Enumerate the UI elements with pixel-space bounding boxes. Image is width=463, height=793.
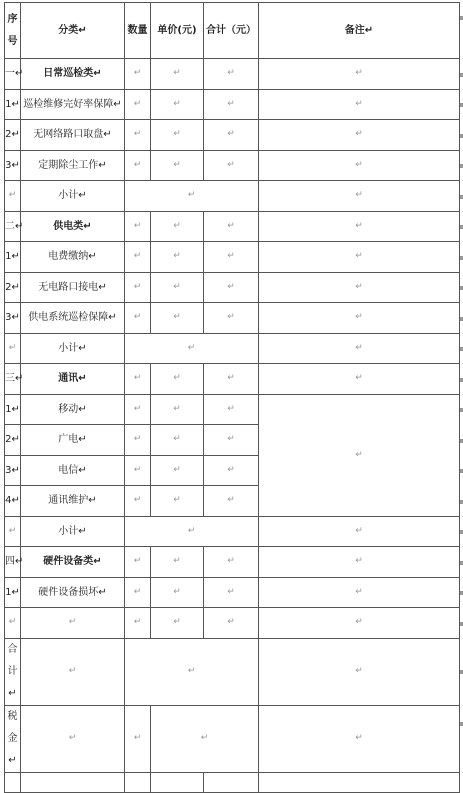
total-cell: ↵ xyxy=(204,303,259,334)
cut-off-cell xyxy=(125,772,151,792)
unit-price-cell: ↵ xyxy=(151,547,204,578)
subtotal-seq: ↵ xyxy=(5,333,21,364)
total-cell: ↵ xyxy=(204,547,259,578)
item-name: 巡检维修完好率保障↵ xyxy=(21,89,125,120)
unit-price-cell: ↵ xyxy=(151,272,204,303)
unit-price-cell: ↵ xyxy=(151,89,204,120)
unit-price-cell: ↵ xyxy=(151,150,204,181)
quantity-cell: ↵ xyxy=(125,364,151,395)
table-header-row xyxy=(5,3,460,59)
unit-price-cell: ↵ xyxy=(151,394,204,425)
section-title: 日常巡检类↵ xyxy=(21,59,125,90)
cut-off-cell xyxy=(204,772,259,792)
section-title: 通讯↵ xyxy=(21,364,125,395)
quantity-cell: ↵ xyxy=(125,150,151,181)
remarks-cell: ↵ xyxy=(259,364,460,395)
cost-table xyxy=(4,2,460,793)
remarks-cell: ↵ xyxy=(259,705,460,772)
unit-price-cell: ↵ xyxy=(151,608,204,639)
item-seq: 3↵ xyxy=(5,150,21,181)
total-cell: ↵ xyxy=(204,272,259,303)
item-seq: 4↵ xyxy=(5,486,21,517)
quantity-cell: ↵ xyxy=(125,547,151,578)
remarks-cell: ↵ xyxy=(259,272,460,303)
section-seq: 二↵ xyxy=(5,211,21,242)
total-cell: ↵ xyxy=(204,242,259,273)
subtotal-row xyxy=(5,181,460,212)
subtotal-label: 小计↵ xyxy=(21,516,125,547)
quantity-cell: ↵ xyxy=(125,120,151,151)
item-row xyxy=(5,394,460,425)
total-cell: ↵ xyxy=(204,120,259,151)
item-seq: 3↵ xyxy=(5,455,21,486)
section-row-1 xyxy=(5,59,460,90)
quantity-cell: ↵ xyxy=(125,242,151,273)
header-seq: 序 号 xyxy=(5,3,21,59)
item-row xyxy=(5,303,460,334)
header-unit-price: 单价(元) xyxy=(151,3,204,59)
blank-seq: ↵ xyxy=(5,608,21,639)
total-cell: ↵ xyxy=(204,608,259,639)
remarks-cell: ↵ xyxy=(259,120,460,151)
item-row xyxy=(5,150,460,181)
item-name: 硬件设备损坏↵ xyxy=(21,577,125,608)
subtotal-amount: ↵ xyxy=(125,333,259,364)
total-cell: ↵ xyxy=(204,211,259,242)
cut-off-row xyxy=(5,772,460,792)
quantity-cell: ↵ xyxy=(125,89,151,120)
header-quantity: 数量 xyxy=(125,3,151,59)
unit-price-cell: ↵ xyxy=(151,486,204,517)
subtotal-label: 小计↵ xyxy=(21,181,125,212)
total-cell: ↵ xyxy=(204,486,259,517)
subtotal-row xyxy=(5,516,460,547)
total-cell: ↵ xyxy=(204,150,259,181)
header-category: 分类↵ xyxy=(21,3,125,59)
grand-total-row xyxy=(5,638,460,705)
item-row xyxy=(5,120,460,151)
section-title: 硬件设备类↵ xyxy=(21,547,125,578)
unit-price-cell: ↵ xyxy=(151,364,204,395)
subtotal-seq: ↵ xyxy=(5,516,21,547)
item-name: 电费缴纳↵ xyxy=(21,242,125,273)
item-name: 无电路口接电↵ xyxy=(21,272,125,303)
item-name: 定期除尘工作↵ xyxy=(21,150,125,181)
item-name: 供电系统巡检保障↵ xyxy=(21,303,125,334)
quantity-cell: ↵ xyxy=(125,455,151,486)
cost-table-sheet xyxy=(4,2,460,793)
remarks-cell: ↵ xyxy=(259,547,460,578)
grand-total-amount: ↵ xyxy=(125,638,259,705)
total-cell: ↵ xyxy=(204,577,259,608)
tax-label: 税 金↵ xyxy=(5,705,21,772)
quantity-cell: ↵ xyxy=(125,577,151,608)
item-name: 无网络路口取盘↵ xyxy=(21,120,125,151)
cut-off-cell xyxy=(259,772,460,792)
unit-price-cell: ↵ xyxy=(151,59,204,90)
total-cell: ↵ xyxy=(204,89,259,120)
remarks-cell: ↵ xyxy=(259,89,460,120)
section-seq: 四↵ xyxy=(5,547,21,578)
section-row-4 xyxy=(5,547,460,578)
item-name: 移动↵ xyxy=(21,394,125,425)
quantity-cell: ↵ xyxy=(125,211,151,242)
total-cell: ↵ xyxy=(204,59,259,90)
remarks-merged-cell: ↵ xyxy=(259,394,460,516)
total-cell: ↵ xyxy=(204,394,259,425)
total-cell: ↵ xyxy=(204,425,259,456)
remarks-cell: ↵ xyxy=(259,59,460,90)
quantity-cell: ↵ xyxy=(125,608,151,639)
remarks-cell: ↵ xyxy=(259,638,460,705)
quantity-cell: ↵ xyxy=(125,425,151,456)
section-title: 供电类↵ xyxy=(21,211,125,242)
item-name: 广电↵ xyxy=(21,425,125,456)
cut-off-cell xyxy=(21,772,125,792)
grand-total-label: 合 计↵ xyxy=(5,638,21,705)
unit-price-cell: ↵ xyxy=(151,211,204,242)
item-seq: 2↵ xyxy=(5,120,21,151)
tax-amount: ↵ xyxy=(151,705,259,772)
subtotal-seq: ↵ xyxy=(5,181,21,212)
unit-price-cell: ↵ xyxy=(151,303,204,334)
quantity-cell: ↵ xyxy=(125,486,151,517)
item-name: 通讯维护↵ xyxy=(21,486,125,517)
tax-row xyxy=(5,705,460,772)
quantity-cell: ↵ xyxy=(125,59,151,90)
section-row-2 xyxy=(5,211,460,242)
tax-quantity: ↵ xyxy=(125,705,151,772)
subtotal-label: 小计↵ xyxy=(21,333,125,364)
quantity-cell: ↵ xyxy=(125,394,151,425)
remarks-cell: ↵ xyxy=(259,150,460,181)
section-row-3 xyxy=(5,364,460,395)
item-seq: 1↵ xyxy=(5,242,21,273)
remarks-cell: ↵ xyxy=(259,333,460,364)
remarks-cell: ↵ xyxy=(259,303,460,334)
item-row xyxy=(5,577,460,608)
remarks-cell: ↵ xyxy=(259,516,460,547)
item-seq: 2↵ xyxy=(5,425,21,456)
item-name: 电信↵ xyxy=(21,455,125,486)
blank-name: ↵ xyxy=(21,608,125,639)
item-seq: 1↵ xyxy=(5,577,21,608)
remarks-cell: ↵ xyxy=(259,608,460,639)
item-row xyxy=(5,89,460,120)
unit-price-cell: ↵ xyxy=(151,455,204,486)
header-total: 合计（元） xyxy=(204,3,259,59)
item-seq: 1↵ xyxy=(5,394,21,425)
grand-total-name: ↵ xyxy=(21,638,125,705)
section-seq: 三↵ xyxy=(5,364,21,395)
total-cell: ↵ xyxy=(204,455,259,486)
subtotal-row xyxy=(5,333,460,364)
item-seq: 3↵ xyxy=(5,303,21,334)
item-row xyxy=(5,242,460,273)
cut-off-cell xyxy=(5,772,21,792)
remarks-cell: ↵ xyxy=(259,577,460,608)
header-remarks: 备注↵ xyxy=(259,3,460,59)
unit-price-cell: ↵ xyxy=(151,425,204,456)
unit-price-cell: ↵ xyxy=(151,120,204,151)
item-row xyxy=(5,272,460,303)
remarks-cell: ↵ xyxy=(259,211,460,242)
section-seq: 一↵ xyxy=(5,59,21,90)
cut-off-cell xyxy=(151,772,204,792)
remarks-cell: ↵ xyxy=(259,242,460,273)
quantity-cell: ↵ xyxy=(125,272,151,303)
blank-row xyxy=(5,608,460,639)
remarks-cell: ↵ xyxy=(259,181,460,212)
quantity-cell: ↵ xyxy=(125,303,151,334)
item-seq: 1↵ xyxy=(5,89,21,120)
total-cell: ↵ xyxy=(204,364,259,395)
unit-price-cell: ↵ xyxy=(151,242,204,273)
unit-price-cell: ↵ xyxy=(151,577,204,608)
subtotal-amount: ↵ xyxy=(125,516,259,547)
tax-name: ↵ xyxy=(21,705,125,772)
item-seq: 2↵ xyxy=(5,272,21,303)
subtotal-amount: ↵ xyxy=(125,181,259,212)
